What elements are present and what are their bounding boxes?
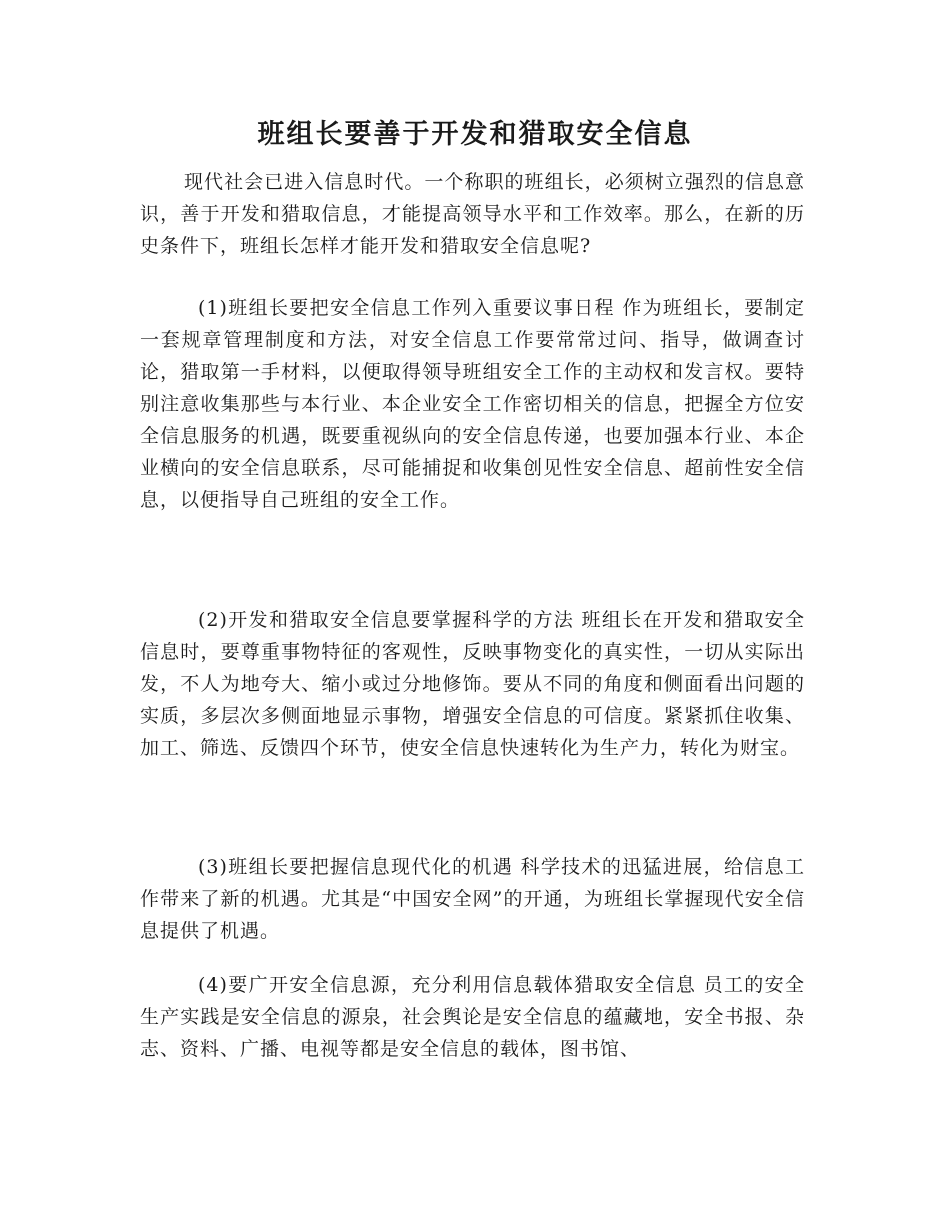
intro-paragraph: 现代社会已进入信息时代。一个称职的班组长，必须树立强烈的信息意识，善于开发和猎取信息，才能提高领导水平和工作效率。那么，在新的历史条件下，班组长怎样才能开发和猎取安全信息呢? — [140, 171, 805, 257]
paragraph-1: (1)班组长要把安全信息工作列入重要议事日程 作为班组长，要制定一套规章管理制度和方法，对安全信息工作要常常过问、指导，做调查讨论，猎取第一手材料，以便取得领导班组安全工作的主动权和发言权。要特别注意收集那些与本行业、本企业安全工作密切相关的信息，把握全方位安全信息服务的机遇，既要重视纵向的安全信息传递，也要加强本行业、本企业横向的安全信息联系，尽可能捕捉和收集创见性安全信息、超前性安全信息，以便指导自己班组的安全工作。 — [140, 297, 805, 511]
document-title: 班组长要善于开发和猎取安全信息 — [257, 119, 693, 150]
paragraph-3: (3)班组长要把握信息现代化的机遇 科学技术的迅猛进展，给信息工作带来了新的机遇。尤其是“中国安全网”的开通，为班组长掌握现代安全信息提供了机遇。 — [140, 856, 805, 942]
paragraph-4: (4)要广开安全信息源，充分利用信息载体猎取安全信息 员工的安全生产实践是安全信息的源泉，社会舆论是安全信息的蕴藏地，安全书报、杂志、资料、广播、电视等都是安全信息的载体，图书馆、 — [140, 974, 805, 1060]
paragraph-2: (2)开发和猎取安全信息要掌握科学的方法 班组长在开发和猎取安全信息时，要尊重事物特征的客观性，反映事物变化的真实性，一切从实际出发，不人为地夸大、缩小或过分地修饰。要从不同的角度和侧面看出问题的实质，多层次多侧面地显示事物，增强安全信息的可信度。紧紧抓住收集、加工、筛选、反馈四个环节，使安全信息快速转化为生产力，转化为财宝。 — [140, 609, 805, 759]
